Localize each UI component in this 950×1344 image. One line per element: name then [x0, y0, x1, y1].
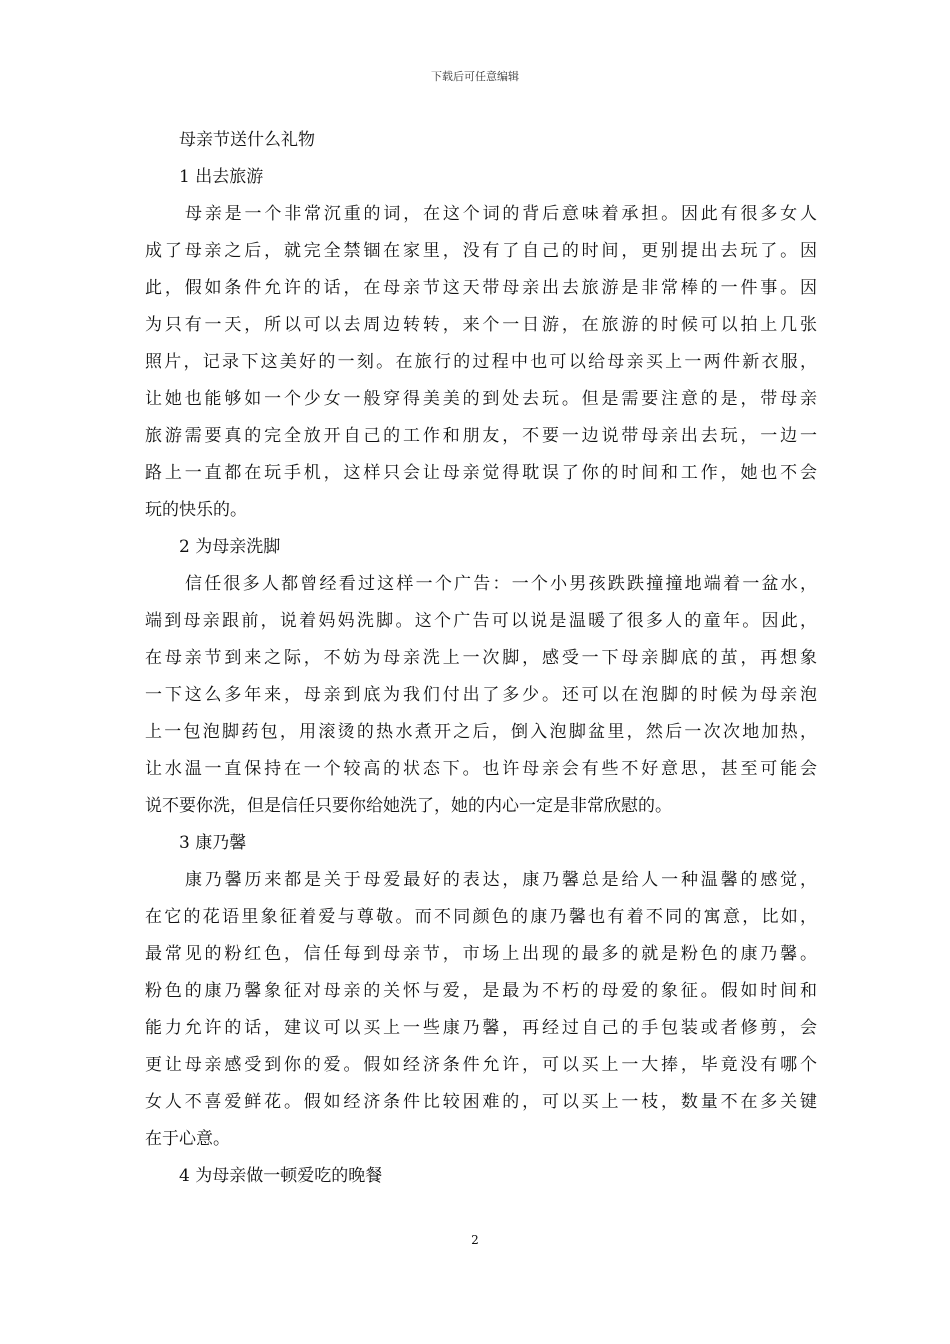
paragraph-line: 能力允许的话，建议可以买上一些康乃馨，再经过自己的手包装或者修剪，会 — [145, 1018, 817, 1038]
paragraph-line: 在母亲节到来之际，不妨为母亲洗上一次脚，感受一下母亲脚底的茧，再想象 — [145, 648, 817, 668]
paragraph-line: 旅游需要真的完全放开自己的工作和朋友，不要一边说带母亲出去玩，一边一 — [145, 426, 817, 446]
paragraph-line: 说不要你洗，但是信任只要你给她洗了，她的内心一定是非常欣慰的。 — [145, 796, 672, 816]
section-heading: 1 出去旅游 — [179, 167, 264, 187]
paragraph-line: 更让母亲感受到你的爱。假如经济条件允许，可以买上一大捧，毕竟没有哪个 — [145, 1055, 817, 1075]
paragraph-line: 玩的快乐的。 — [145, 500, 247, 520]
section-carnation — [145, 825, 817, 1158]
paragraph-line: 成了母亲之后，就完全禁锢在家里，没有了自己的时间，更别提出去玩了。因 — [145, 241, 817, 261]
paragraph-line: 让她也能够如一个少女一般穿得美美的到处去玩。但是需要注意的是，带母亲 — [145, 389, 817, 409]
section-travel — [145, 159, 817, 529]
paragraph-line: 女人不喜爱鲜花。假如经济条件比较困难的，可以买上一枝，数量不在多关键 — [145, 1092, 817, 1112]
page-header: 下载后可任意编辑 — [431, 70, 519, 83]
section-heading: 4 为母亲做一顿爱吃的晚餐 — [179, 1166, 383, 1186]
paragraph-line: 此，假如条件允许的话，在母亲节这天带母亲出去旅游是非常棒的一件事。因 — [145, 278, 817, 298]
paragraph-line: 照片，记录下这美好的一刻。在旅行的过程中也可以给母亲买上一两件新衣服， — [145, 352, 817, 372]
paragraph-line: 一下这么多年来，母亲到底为我们付出了多少。还可以在泡脚的时候为母亲泡 — [145, 685, 817, 705]
document-body — [145, 122, 817, 1195]
section-wash-feet — [145, 529, 817, 825]
paragraph-line: 路上一直都在玩手机，这样只会让母亲觉得耽误了你的时间和工作，她也不会 — [145, 463, 817, 483]
paragraph-line: 让水温一直保持在一个较高的状态下。也许母亲会有些不好意思，甚至可能会 — [145, 759, 817, 779]
paragraph-line: 端到母亲跟前，说着妈妈洗脚。这个广告可以说是温暖了很多人的童年。因此， — [145, 611, 817, 631]
paragraph-line: 康乃馨历来都是关于母爱最好的表达，康乃馨总是给人一种温馨的感觉， — [185, 870, 817, 890]
paragraph-line: 信任很多人都曾经看过这样一个广告：一个小男孩跌跌撞撞地端着一盆水， — [185, 574, 817, 594]
document-title: 母亲节送什么礼物 — [179, 130, 315, 150]
paragraph-line: 母亲是一个非常沉重的词，在这个词的背后意味着承担。因此有很多女人 — [185, 204, 817, 224]
paragraph-line: 在于心意。 — [145, 1129, 230, 1149]
section-heading: 2 为母亲洗脚 — [179, 537, 281, 557]
paragraph-line: 在它的花语里象征着爱与尊敬。而不同颜色的康乃馨也有着不同的寓意，比如， — [145, 907, 817, 927]
paragraph-line: 上一包泡脚药包，用滚烫的热水煮开之后，倒入泡脚盆里，然后一次次地加热， — [145, 722, 817, 742]
section-dinner — [145, 1158, 817, 1195]
paragraph-line: 为只有一天，所以可以去周边转转，来个一日游，在旅游的时候可以拍上几张 — [145, 315, 817, 335]
section-heading: 3 康乃馨 — [179, 833, 247, 853]
paragraph-line: 最常见的粉红色，信任每到母亲节，市场上出现的最多的就是粉色的康乃馨。 — [145, 944, 817, 964]
page-number: 2 — [471, 1233, 479, 1247]
paragraph-line: 粉色的康乃馨象征对母亲的关怀与爱，是最为不朽的母爱的象征。假如时间和 — [145, 981, 817, 1001]
